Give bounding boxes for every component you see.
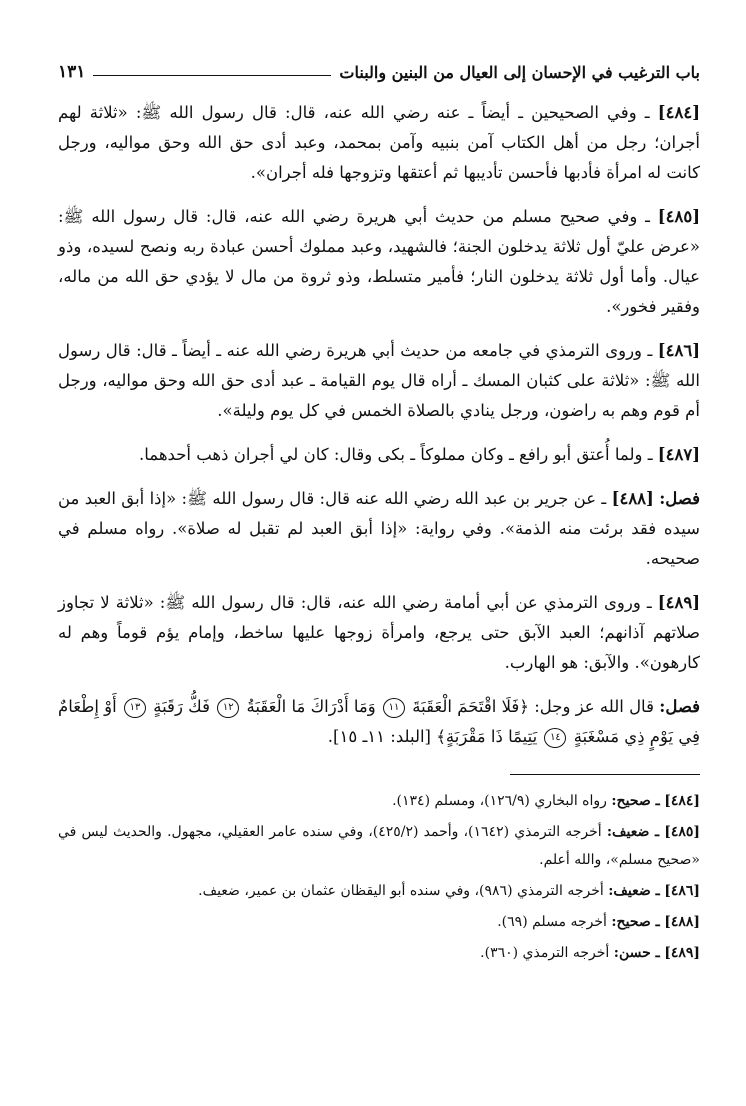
- page-number: ١٣١: [58, 62, 86, 82]
- hadith-number: [٤٨٦]: [657, 341, 700, 360]
- footnote-grade: ـ صحيح:: [611, 793, 660, 809]
- hadith-text: ـ وروى الترمذي في جامعه من حديث أبي هريرة رضي الله عنه ـ أيضاً ـ قال: قال رسول الله ﷺ: «ثلاثة على كثبان المسك ـ أراه قال يوم القيامة ـ عبد أدى حق الله وحق مواليه، ورجل أم قوم وهم به راضون، ورجل ينادي بالصلاة الخمس في كل يوم وليلة».: [58, 341, 700, 420]
- ayah-number-marker: ١٣: [124, 698, 146, 718]
- footnote: [58, 908, 700, 936]
- footnote-number: [٤٨٥]: [664, 824, 701, 840]
- footnote-number: [٤٨٩]: [664, 945, 700, 961]
- hadith-text: ـ وفي الصحيحين ـ أيضاً ـ عنه رضي الله عنه، قال: قال رسول الله ﷺ: «ثلاثة لهم أجران؛ رجل من أهل الكتاب آمن بنبيه وآمن بمحمد، وعبد أدى حق الله وحق مواليه، ورجل كانت له امرأة فأدبها فأحسن تأديبها ثم أعتقها وتزوجها فله أجران».: [58, 103, 700, 182]
- chapter-title: باب الترغيب في الإحسان إلى العيال من البنين والبنات: [339, 63, 700, 82]
- ayah-text: أَوْ إِطْعَامٌ فِي يَوْمٍ ذِي مَسْغَبَةٍ: [58, 697, 700, 746]
- main-text: [58, 98, 700, 752]
- quran-intro: قال الله عز وجل:: [534, 697, 654, 716]
- hadith-number: [٤٨٥]: [657, 207, 700, 226]
- quran-reference: [البلد: ١١ـ ١٥].: [327, 727, 431, 746]
- footnote-text: أخرجه الترمذي (٩٨٦)، وفي سنده أبو اليقظان عثمان بن عمير، ضعيف.: [198, 883, 604, 899]
- section-label: فصل:: [659, 489, 701, 508]
- footnote: [58, 877, 700, 905]
- hadith-paragraph: [58, 202, 700, 322]
- footnote-grade: ـ صحيح:: [611, 914, 660, 930]
- footnote-number: [٤٨٤]: [664, 793, 700, 809]
- footnote-text: أخرجه مسلم (٦٩).: [497, 914, 607, 930]
- ayah-number-marker: ١٤: [544, 728, 566, 748]
- footnote-number: [٤٨٨]: [664, 914, 700, 930]
- header-rule: [93, 75, 331, 76]
- running-head: [58, 56, 700, 82]
- hadith-text: ـ عن جرير بن عبد الله رضي الله عنه قال: قال رسول الله ﷺ: «إذا أبق العبد من سيده فقد برئت منه الذمة». وفي رواية: «إذا أبق العبد لم تقبل له صلاة». رواه مسلم في صحيحه.: [58, 489, 700, 568]
- footnote-text: رواه البخاري (١٢٦/٩)، ومسلم (١٣٤).: [392, 793, 607, 809]
- footnote: [58, 818, 700, 874]
- footnote-separator: [510, 774, 700, 775]
- footnote-number: [٤٨٦]: [664, 883, 700, 899]
- hadith-text: ـ وفي صحيح مسلم من حديث أبي هريرة رضي الله عنه، قال: قال رسول الله ﷺ: «عرض عليّ أول ثلاثة يدخلون الجنة؛ فالشهيد، وعبد مملوك أحسن عبادة ربه ونصح لسيده، وذو عيال. وأما أول ثلاثة يدخلون النار؛ فأمير متسلط، وذو ثروة من مال لا يؤدي حق الله من ماله، وفقير فخور».: [58, 207, 700, 316]
- hadith-number: [٤٨٩]: [657, 593, 700, 612]
- ayah-number-marker: ١٢: [217, 698, 239, 718]
- hadith-number: [٤٨٨]: [611, 489, 654, 508]
- hadith-paragraph: [58, 336, 700, 426]
- ayah-text: وَمَا أَدْرَاكَ مَا الْعَقَبَةُ: [246, 697, 376, 716]
- footnote-text: أخرجه الترمذي (١٦٤٢)، وأحمد (٤٢٥/٢)، وفي سنده عامر العقيلي، مجهول. والحديث ليس في «صحيح مسلم»، والله أعلم.: [58, 824, 700, 868]
- hadith-number: [٤٨٧]: [657, 445, 700, 464]
- hadith-paragraph: [58, 484, 700, 574]
- hadith-text: ـ ولما أُعتق أبو رافع ـ وكان مملوكاً ـ بكى وقال: كان لي أجران ذهب أحدهما.: [139, 445, 653, 464]
- ayah-text: يَتِيمًا ذَا مَقْرَبَةٍ﴾: [436, 727, 538, 746]
- ayah-text: فَكُّ رَقَبَةٍ: [153, 697, 210, 716]
- hadith-paragraph: [58, 98, 700, 188]
- footnote-grade: ـ ضعيف:: [608, 883, 660, 899]
- footnote-text: أخرجه الترمذي (٣٦٠).: [480, 945, 610, 961]
- hadith-text: ـ وروى الترمذي عن أبي أمامة رضي الله عنه، قال: قال رسول الله ﷺ: «ثلاثة لا تجاوز صلاتهم آذانهم؛ العبد الآبق حتى يرجع، وامرأة زوجها عليها ساخط، وإمام يؤم قوماً وهم له كارهون». والآبق: هو الهارب.: [58, 593, 700, 672]
- footnote-grade: ـ حسن:: [613, 945, 660, 961]
- ayah-number-marker: ١١: [383, 698, 405, 718]
- ayah-text: ﴿فَلَا اقْتَحَمَ الْعَقَبَةَ: [412, 697, 529, 716]
- quran-paragraph: [58, 692, 700, 752]
- section-label: فصل:: [659, 697, 701, 716]
- hadith-paragraph: [58, 588, 700, 678]
- hadith-number: [٤٨٤]: [657, 103, 701, 122]
- footnote: [58, 939, 700, 967]
- footnotes: [58, 787, 700, 967]
- hadith-paragraph: [58, 440, 700, 470]
- footnote-grade: ـ ضعيف:: [606, 824, 660, 840]
- footnote: [58, 787, 700, 815]
- book-page: [58, 56, 700, 970]
